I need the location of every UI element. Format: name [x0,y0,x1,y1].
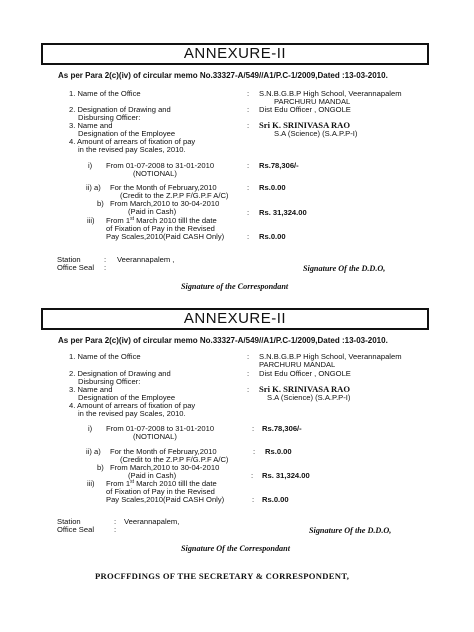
office-seal-colon: : [114,525,117,534]
item-iia-label: ii) a) [86,447,101,456]
item-i-value: Rs.78,306/- [259,161,299,170]
correspondant-signature: Signature Of the Correspondant [181,544,290,553]
item-iib-note: (Paid in Cash) [128,207,177,216]
office-seal-label: Office Seal [57,263,95,272]
item-i-note: (NOTIONAL) [133,432,177,441]
item-iia-note: (Credit to the Z.P.P F/G.P.F A/C) [120,191,229,200]
item-iii-colon: : [247,232,250,241]
item-iii-label: iii) [87,479,95,488]
annexure-title: ANNEXURE-II [41,308,429,330]
station-colon: : [114,517,117,526]
station-value: Veerannapalem, [124,517,180,526]
item-iii-text-line2: of Fixation of Pay in the Revised [106,224,215,233]
ddo-colon: : [247,369,250,378]
item-i-label: i) [88,424,93,433]
arrears-label-line1: 4. Amount of arrears of fixation of pay [69,137,196,146]
item-iib-colon: : [251,471,254,480]
item-i-text: From 01-07-2008 to 31-01-2010 [106,161,215,170]
item-iib-note: (Paid in Cash) [128,471,177,480]
employee-label-line1: 3. Name and [69,121,113,130]
circular-reference: As per Para 2(c)(iv) of circular memo No.33327-A/549//A1/P.C-1/2009,Dated :13-03-2010. [58,336,388,345]
item-iii-text-pre: From 1 [106,216,131,225]
item-iib-text: From March,2010 to 30-04-2010 [110,463,220,472]
item-iib-label: b) [97,199,104,208]
item-iia-label: ii) a) [86,183,101,192]
item-iii-text-line3: Pay Scales,2010(Paid CASH Only) [106,495,225,504]
item-iia-text: For the Month of February,2010 [110,447,217,456]
item-iii-label: iii) [87,216,95,225]
station-label: Station [57,517,81,526]
item-i-colon: : [252,424,255,433]
office-seal-label: Office Seal [57,525,95,534]
ddo-label-line1: 2. Designation of Drawing and [69,369,171,378]
item-iib-value: Rs. 31,324.00 [262,471,310,480]
item-i-note: (NOTIONAL) [133,169,177,178]
item-iib-value: Rs. 31,324.00 [259,208,307,217]
ddo-label-line2: Disbursing Officer: [78,113,141,122]
item-iii-value: Rs.0.00 [262,495,289,504]
item-iia-value: Rs.0.00 [265,447,292,456]
correspondant-signature: Signature of the Correspondant [181,282,289,291]
item-iia-colon: : [253,447,256,456]
office-label: 1. Name of the Office [69,89,141,98]
ddo-value: Dist Edu Officer , ONGOLE [259,369,351,378]
employee-label-line2: Designation of the Employee [78,393,176,402]
item-iii-colon: : [252,495,255,504]
annexure-title: ANNEXURE-II [41,43,429,65]
employee-name: Sri K. SRINIVASA RAO [259,384,351,394]
station-colon: : [104,255,107,264]
item-i-value: Rs.78,306/- [262,424,302,433]
ddo-value: Dist Edu Officer , ONGOLE [259,105,351,114]
item-iii-superscript: st [130,216,134,222]
office-colon: : [247,352,250,361]
item-iia-colon: : [247,183,250,192]
employee-designation: S.A (Science) (S.A.P.P-I) [274,129,358,138]
ddo-label-line2: Disbursing Officer: [78,377,141,386]
office-value-line1: S.N.B.G.B.P High School, Veerannapalem [259,352,402,361]
station-value: Veerannapalem , [117,255,175,264]
item-iii-value: Rs.0.00 [259,232,286,241]
office-colon: : [247,89,250,98]
employee-colon: : [247,385,250,394]
item-i-text: From 01-07-2008 to 31-01-2010 [106,424,215,433]
item-iib-text: From March,2010 to 30-04-2010 [110,199,220,208]
employee-colon: : [247,121,250,130]
ddo-signature: Signature Of the D.D.O, [309,526,392,535]
circular-reference: As per Para 2(c)(iv) of circular memo No.33327-A/549//A1/P.C-1/2009,Dated :13-03-2010. [58,71,388,80]
item-iii-text-pre: From 1 [106,479,131,488]
ddo-label-line1: 2. Designation of Drawing and [69,105,171,114]
proceedings-heading: PROCFFDINGS OF THE SECRETARY & CORRESPONDENT, [95,571,350,581]
office-label: 1. Name of the Office [69,352,141,361]
arrears-label-line2: in the revised pay Scales, 2010. [78,409,186,418]
office-seal-colon: : [104,263,107,272]
arrears-label-line2: in the revised pay Scales, 2010. [78,145,186,154]
item-iib-colon: : [247,208,250,217]
station-label: Station [57,255,81,264]
employee-label-line2: Designation of the Employee [78,129,176,138]
item-i-colon: : [247,161,250,170]
office-value-line2: PARCHURU MANDAL [274,97,351,106]
item-i-label: i) [88,161,93,170]
arrears-label-line1: 4. Amount of arrears of fixation of pay [69,401,196,410]
office-value-line2: PARCHURU MANDAL [259,360,336,369]
item-iia-text: For the Month of February,2010 [110,183,217,192]
employee-name: Sri K. SRINIVASA RAO [259,120,351,130]
office-value-line1: S.N.B.G.B.P High School, Veerannapalem [259,89,402,98]
item-iii-superscript: st [130,479,134,485]
ddo-colon: : [247,105,250,114]
item-iii-text-line2: of Fixation of Pay in the Revised [106,487,215,496]
item-iii-text-line3: Pay Scales,2010(Paid CASH Only) [106,232,225,241]
item-iia-note: (Credit to the Z.P.P F/G.P.F A/C) [120,455,229,464]
employee-label-line1: 3. Name and [69,385,113,394]
item-iia-value: Rs.0.00 [259,183,286,192]
employee-designation: S.A (Science) (S.A.P.P-I) [267,393,351,402]
item-iii-text-post: March 2010 tilll the date [133,479,217,488]
item-iib-label: b) [97,463,104,472]
item-iii-text-post: March 2010 tilll the date [133,216,217,225]
ddo-signature: Signature Of the D.D.O, [303,264,386,273]
